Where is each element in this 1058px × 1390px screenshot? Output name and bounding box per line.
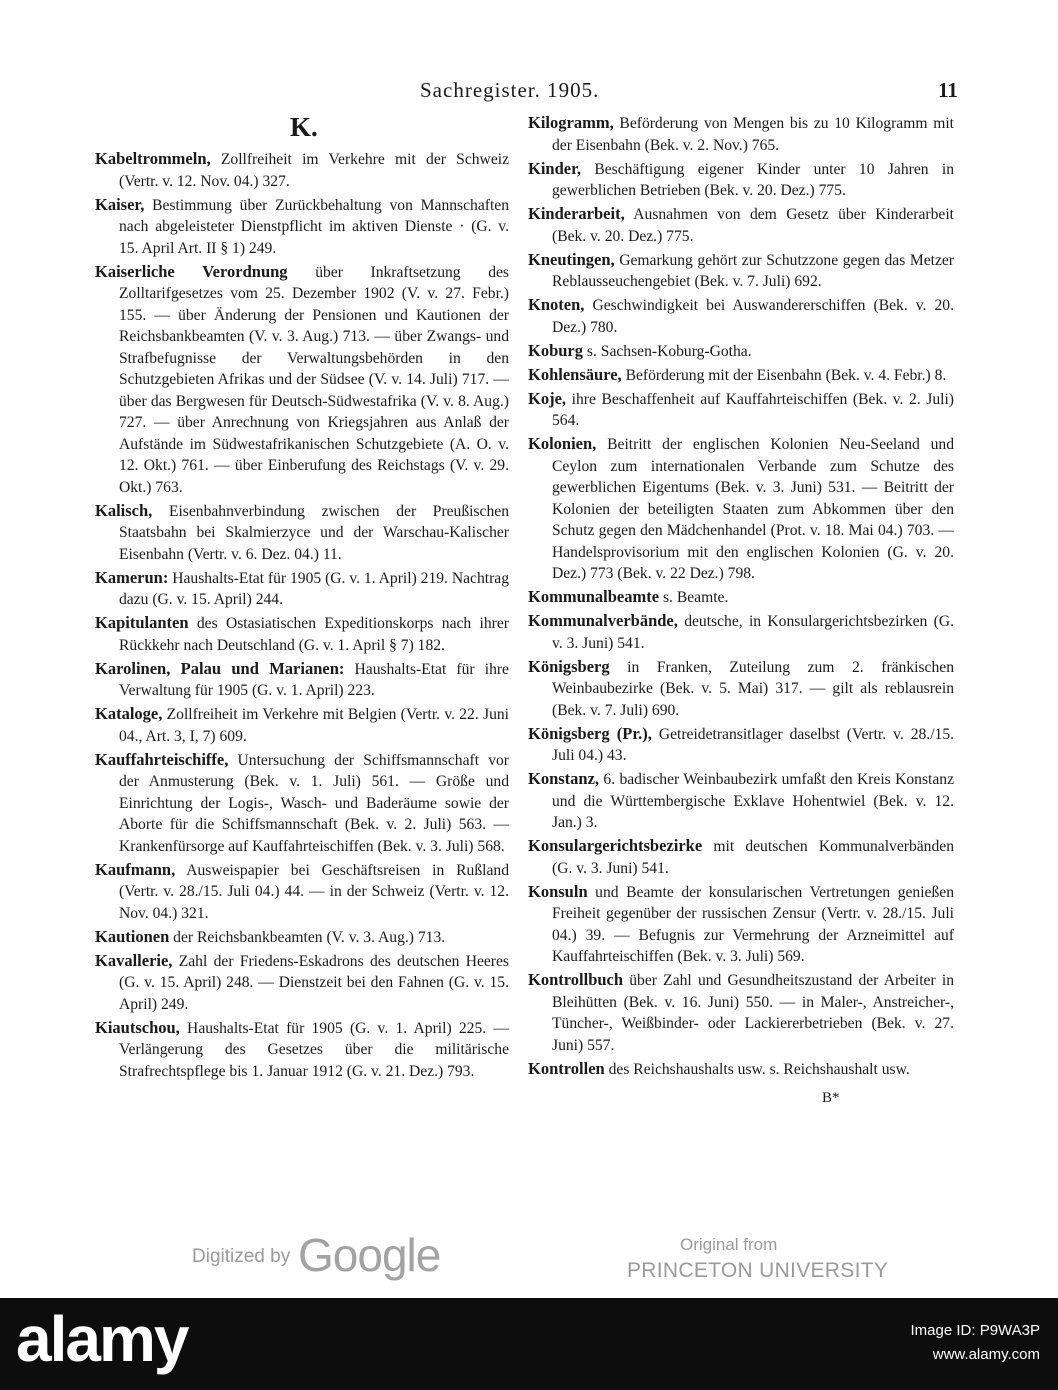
index-entry (95, 1017, 509, 1083)
entry-text: Ausweispapier bei Geschäftsreisen in Rußland (Vertr. v. 28./15. Juli 04.) 44. — in der Schweiz (Vertr. v. 12. Nov. 04.) 321. (119, 861, 509, 922)
entry-headword: Knoten, (528, 295, 585, 314)
entry-headword: Kommunalbeamte (528, 587, 660, 606)
index-entry (95, 261, 509, 499)
entry-headword: Konstanz, (528, 769, 600, 788)
entry-headword: Königsberg (528, 656, 610, 676)
entry-text: Beitritt der englischen Kolonien Neu-Seeland und Ceylon zum internationalen Verbande zum Schutze des gewerblichen Eigentums (Bek. v. 3. Juni) 531. — Beitritt der Kolonien der beteiligten Staaten zum Abkommen über den Schutz gegen den Mädchenhandel (Prot. v. 18. Mai 04.) 703. — Handelsprovisorium mit den englischen Kolonien (G. v. 20. Dez.) 773 (Bek. v. 22 Dez.) 798. (552, 436, 954, 582)
index-entry (528, 1058, 954, 1081)
index-entry (528, 610, 954, 654)
index-entry (95, 703, 509, 747)
entry-headword: Kilogramm, (528, 113, 614, 132)
entry-headword: Kalisch, (95, 500, 153, 520)
index-entry (528, 203, 954, 247)
index-entry (528, 768, 954, 834)
entry-text: 6. badischer Weinbaubezirk umfaßt den Kreis Konstanz und die Württembergische Exklave Hohentwiel (Bek. v. 12. Jan.) 3. (552, 771, 954, 831)
entry-headword: Kneutingen, (528, 249, 615, 269)
entry-text: Beförderung von Mengen bis zu 10 Kilogramm mit der Eisenbahn (Bek. v. 2. Nov.) 765. (552, 115, 954, 154)
page-number: 11 (938, 78, 958, 102)
entry-headword: Karolinen, Palau und Marianen: (95, 658, 345, 678)
entry-text: ihre Beschaffenheit auf Kauffahrteischiffen (Bek. v. 2. Juli) 564. (552, 390, 954, 429)
index-entry (528, 388, 954, 432)
index-entry (528, 881, 954, 968)
entry-headword: Königsberg (Pr.), (528, 723, 652, 743)
index-entry (528, 340, 954, 363)
entry-headword: Konsulargerichtsbezirke (528, 836, 703, 855)
index-entry (95, 612, 509, 656)
entry-headword: Kapitulanten (95, 613, 189, 632)
index-entry (528, 249, 954, 293)
entry-text: Ausnahmen von dem Gesetz über Kinderarbeit (Bek. v. 20. Dez.) 775. (552, 206, 954, 245)
entry-text: über Zahl und Gesundheitszustand der Arbeiter in Bleihütten (Bek. v. 16. Juni) 550. — in Maler-, Anstreicher-, Tüncher-, Weißbinder- oder Lackiererbetrieben (Bek. v. 27. Juni) 557. (552, 972, 954, 1054)
institution-name: PRINCETON UNIVERSITY (627, 1259, 889, 1282)
entry-text: Gemarkung gehört zur Schutzzone gegen das Metzer Reblausseuchengebiet (Bek. v. 7. Juli) 692. (552, 251, 954, 290)
entry-text: Haushalts-Etat für ihre Verwaltung für 1905 (G. v. 1. April) 223. (119, 660, 509, 699)
entry-text: der Reichsbankbeamten (V. v. 3. Aug.) 713. (169, 928, 446, 946)
index-entry (95, 500, 509, 566)
entry-text: des Ostasiatischen Expeditionskorps nach ihrer Rückkehr nach Deutschland (G. v. 1. April § 7) 182. (119, 615, 509, 654)
index-entry (95, 658, 509, 702)
index-entry (95, 148, 509, 192)
index-entry (528, 158, 954, 202)
entry-headword: Konsuln (528, 881, 588, 901)
running-title: Sachregister. 1905. (420, 78, 600, 102)
index-entry (528, 586, 954, 609)
right-column (528, 112, 954, 1108)
entry-headword: Kaiserliche Verordnung (95, 261, 288, 281)
entry-headword: Kohlensäure, (528, 364, 622, 384)
entry-text: Haushalts-Etat für 1905 (G. v. 1. April) 219. Nachtrag dazu (G. v. 15. April) 244. (119, 569, 509, 608)
index-entry (95, 859, 509, 925)
entry-text: Zollfreiheit im Verkehre mit Belgien (Vertr. v. 22. Juni 04., Art. 3, I, 7) 609. (119, 706, 509, 745)
index-entry (528, 656, 954, 722)
left-column (95, 148, 509, 1084)
index-entry (528, 723, 954, 767)
entry-headword: Kaufmann, (95, 859, 176, 879)
entry-headword: Kamerun: (95, 567, 169, 587)
entry-headword: Koje, (528, 388, 567, 408)
index-entry (95, 194, 509, 260)
original-from-label: Original from (680, 1235, 778, 1254)
entry-headword: Koburg (528, 340, 584, 360)
entry-text: deutsche, in Konsulargerichtsbezirken (G. v. 3. Juni) 541. (552, 613, 954, 652)
entry-text: Zollfreiheit im Verkehre mit der Schweiz (Vertr. v. 12. Nov. 04.) 327. (119, 151, 509, 190)
index-entry (528, 294, 954, 338)
entry-text: Bestimmung über Zurückbehaltung von Mannschaften nach abgeleisteter Dienstpflicht im aktiven Dienste · (G. v. 15. April Art. II § 1) 249. (119, 196, 509, 257)
entry-text: Beschäftigung eigener Kinder unter 10 Jahren in gewerblichen Betrieben (Bek. v. 20. Dez.) 775. (552, 160, 954, 199)
entry-text: Eisenbahnverbindung zwischen der Preußischen Staatsbahn bei Skalmierzyce und der Warschau-Kalischer Eisenbahn (Vertr. v. 6. Dez. 04.) 11. (119, 502, 509, 563)
entry-text: und Beamte der konsularischen Vertretungen genießen Freiheit gegenüber der russischen Zensur (Vertr. v. 28./15. Juli 04.) 39. — Befugnis zur Vermehrung der Arzneimittel auf Kauffahrteischiffen (Bek. v. 3. Juli) 569. (552, 883, 954, 965)
entry-text: Beförderung mit der Eisenbahn (Bek. v. 4. Febr.) 8. (621, 366, 947, 384)
entry-headword: Kaiser, (95, 194, 145, 214)
entry-text: des Reichshaushalts usw. s. Reichshaushalt usw. (604, 1060, 910, 1078)
index-entry (528, 433, 954, 585)
section-letter: K. (290, 112, 318, 142)
index-entry (95, 567, 509, 611)
entry-headword: Kavallerie, (95, 950, 173, 970)
entry-text: Haushalts-Etat für 1905 (G. v. 1. April) 225. — Verlängerung des Gesetzes über die militärische Strafrechtspflege bis 1. Januar 1912 (G. v. 21. Dez.) 793. (119, 1019, 509, 1080)
entry-text: über Inkraftsetzung des Zolltarifgesetzes vom 25. Dezember 1902 (V. v. 27. Febr.) 155. — über Änderung der Pensionen und Kautionen der Reichsbankbeamten (V. v. 3. Aug.) 713. — über Zwangs- und Strafbefugnisse der Verwaltungsbehörden in den Schutzgebieten Afrikas und der Südsee (V. v. 14. Juli) 717. — über das Bergwesen für Deutsch-Südwestafrika (V. v. 8. Aug.) 727. — über Anrechnung von Kriegsjahren aus Anlaß der Aufstände im Südwestafrikanischen Schutzgebiete (A. O. v. 12. Okt.) 761. — über Einberufung des Reichstags (V. v. 29. Okt.) 763. (119, 263, 509, 496)
index-entry (95, 749, 509, 858)
entry-text: Untersuchung der Schiffsmannschaft vor der Anmusterung (Bek. v. 1. Juli) 561. — Größe und Einrichtung der Logis-, Wasch- und Baderäume sowie der Aborte für die Schiffsmannschaft (Bek. v. 2. Juli) 563. — Krankenfürsorge auf Kauffahrteischiffen (Bek. v. 3. Juli) 568. (119, 751, 509, 855)
watermark-url: www.alamy.com (932, 1346, 1040, 1363)
entry-headword: Kauffahrteischiffe, (95, 749, 229, 769)
google-logo: Google (298, 1229, 441, 1281)
entry-text: Zahl der Friedens-Eskadrons des deutschen Heeres (G. v. 15. April) 248. — Dienstzeit bei den Fahnen (G. v. 15. April) 249. (119, 952, 509, 1013)
index-entry (95, 926, 509, 949)
entry-headword: Kontrollen (528, 1058, 605, 1078)
entry-headword: Kiautschou, (95, 1017, 180, 1037)
alamy-logo: alamy (16, 1303, 188, 1375)
index-entry (528, 364, 954, 387)
entry-text: Geschwindigkeit bei Auswandererschiffen (Bek. v. 20. Dez.) 780. (552, 297, 954, 336)
left-column-entries (95, 148, 509, 1082)
entry-headword: Kontrollbuch (528, 970, 624, 989)
index-entry (528, 969, 954, 1056)
index-entry (528, 112, 954, 156)
entry-headword: Kautionen (95, 926, 170, 946)
entry-text: in Franken, Zuteilung zum 2. fränkischen Weinbaubezirke (Bek. v. 5. Mai) 317. — gilt als reblausrein (Bek. v. 7. Juli) 690. (552, 658, 954, 719)
signature-mark: B* (822, 1090, 840, 1106)
entry-headword: Kinder, (528, 158, 582, 178)
entry-text: s. Sachsen-Koburg-Gotha. (583, 342, 752, 360)
image-id: Image ID: P9WA3P (910, 1322, 1040, 1339)
entry-headword: Kommunalverbände, (528, 611, 678, 630)
entry-headword: Kinderarbeit, (528, 204, 625, 223)
right-column-entries (528, 112, 954, 1080)
entry-headword: Kataloge, (95, 704, 163, 723)
entry-text: mit deutschen Kommunalverbänden (G. v. 3. Juni) 541. (552, 838, 954, 877)
entry-text: s. Beamte. (659, 589, 729, 606)
entry-headword: Kolonien, (528, 434, 597, 453)
index-entry (528, 835, 954, 879)
entry-headword: Kabeltrommeln, (95, 149, 211, 168)
entry-text: Getreidetransitlager daselbst (Vertr. v. 28./15. Juli 04.) 43. (552, 725, 955, 764)
index-entry (95, 950, 509, 1016)
digitized-by-label: Digitized by (192, 1246, 291, 1267)
